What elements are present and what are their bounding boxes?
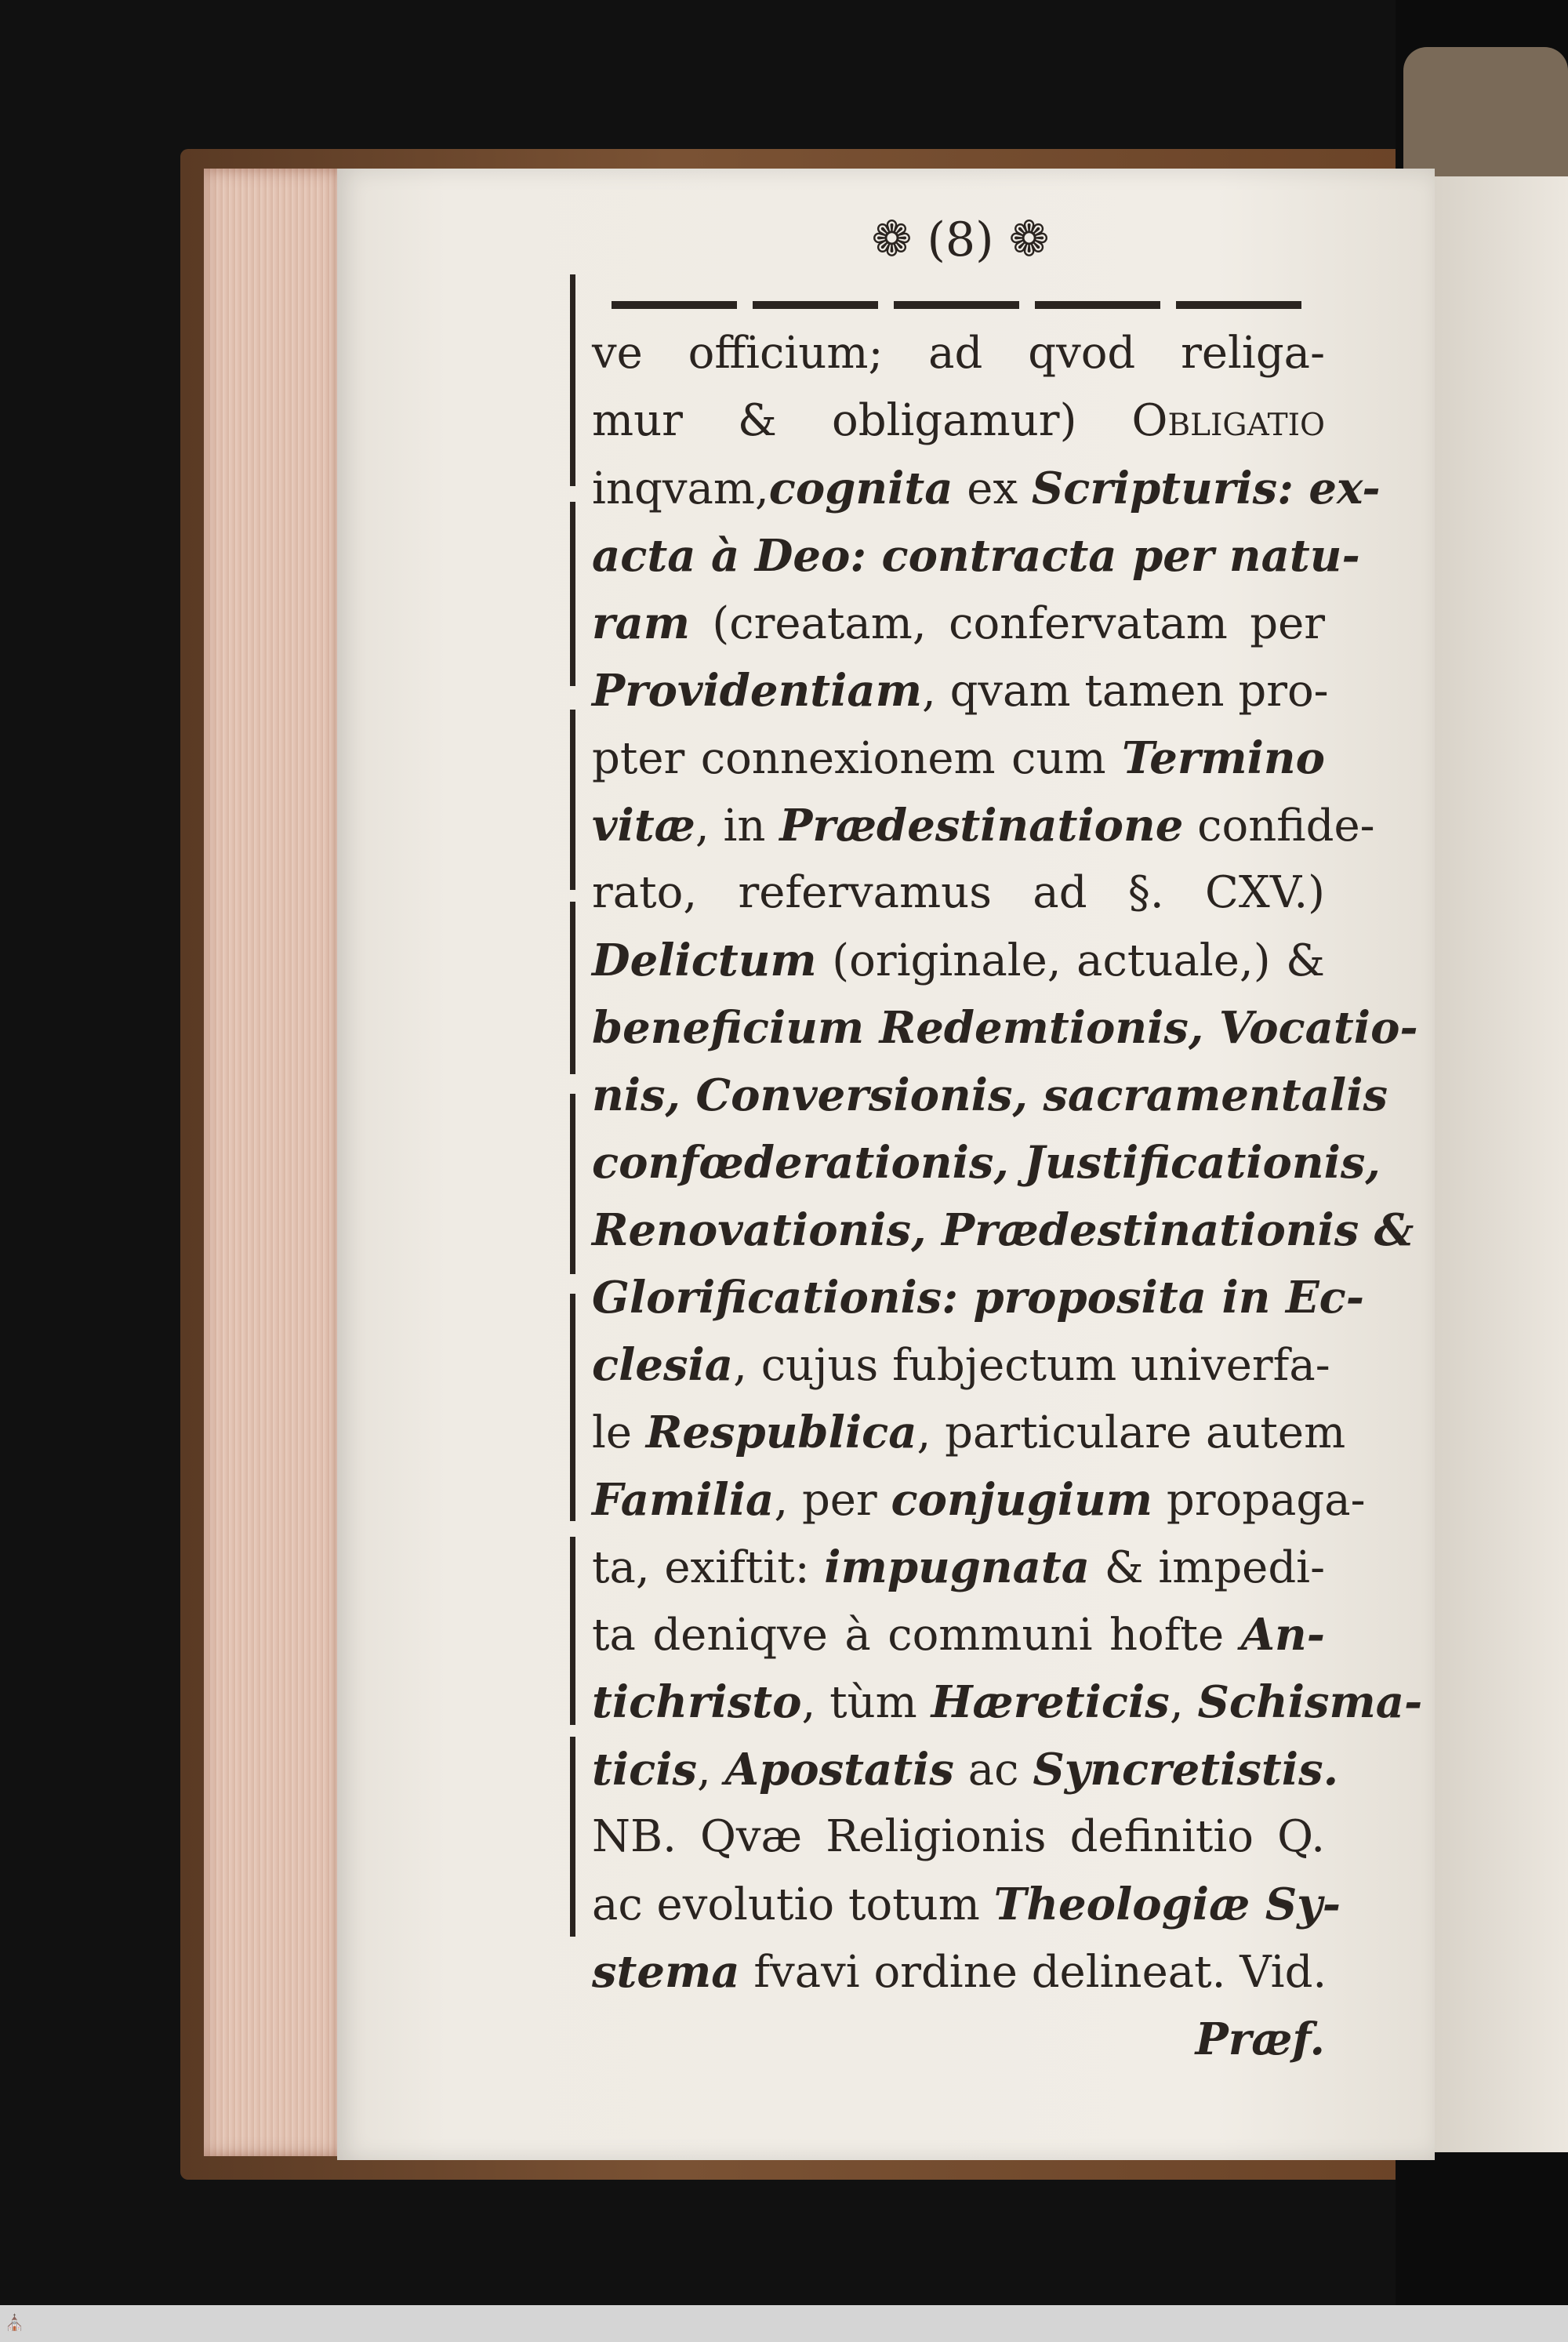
text-segment: ,	[1169, 1677, 1198, 1728]
text-line	[592, 859, 1325, 927]
text-segment: Familia	[592, 1474, 775, 1526]
library-logo-icon: ⛪	[5, 2313, 24, 2332]
text-segment: stema	[592, 1946, 740, 1998]
text-segment: acta à Deo: contracta per natu-	[592, 530, 1360, 582]
text-segment: ram	[592, 597, 691, 649]
text-segment: ,	[697, 1745, 725, 1796]
ornament-right-icon: ❁	[1008, 210, 1050, 267]
text-line	[592, 1534, 1325, 1601]
text-segment: , qvam tamen pro-	[921, 666, 1329, 717]
text-segment: clesia	[592, 1339, 734, 1391]
text-line	[592, 1668, 1423, 1736]
header-rule	[612, 301, 1317, 309]
text-segment: confide-	[1183, 801, 1375, 851]
text-segment: ve officium; ad qvod religa-	[592, 328, 1325, 379]
margin-line	[570, 710, 575, 890]
text-segment: Delictum	[592, 935, 817, 986]
text-segment: Apostatis	[724, 1744, 954, 1796]
text-line	[592, 1062, 1388, 1129]
text-segment: Glorificationis: proposita in Ec-	[592, 1272, 1364, 1324]
page-number: (8)	[927, 212, 994, 267]
text-segment: ta, exiftit:	[592, 1542, 825, 1593]
text-segment: (creatam, confervatam per	[690, 598, 1325, 649]
text-line	[592, 522, 1360, 590]
text-segment: , in	[695, 801, 780, 851]
text-line	[592, 387, 1325, 455]
text-segment: Schisma-	[1197, 1676, 1423, 1728]
text-segment: fvavi ordine delineat. Vid.	[739, 1947, 1327, 1998]
text-segment: , cujus fubjectum univerfa-	[733, 1340, 1330, 1391]
text-segment: & impedi-	[1090, 1542, 1325, 1593]
page-edges	[204, 169, 341, 2156]
margin-line	[570, 902, 575, 1074]
text-segment: rato, refervamus ad §. CXV.)	[592, 867, 1325, 918]
text-segment: conjugium	[891, 1474, 1153, 1526]
text-segment: nis, Conversionis, sacramentalis	[592, 1069, 1388, 1121]
text-segment: Theologiæ Sy-	[993, 1879, 1341, 1930]
margin-line	[570, 1094, 575, 1274]
text-line	[592, 1938, 1325, 2006]
text-segment: , particulare autem	[916, 1407, 1346, 1458]
text-segment: Termino	[1122, 732, 1325, 784]
text-line	[592, 1466, 1366, 1534]
text-line	[592, 927, 1325, 994]
text-line	[592, 1736, 1339, 1803]
text-line	[592, 1871, 1341, 1938]
catchword: Præf.	[1195, 2013, 1325, 2065]
text-segment: tichristo	[592, 1676, 802, 1728]
text-line	[592, 1803, 1325, 1871]
text-segment: Obligatio	[1131, 395, 1325, 446]
margin-line	[570, 1737, 575, 1937]
text-segment: (originale, actuale,) &	[816, 935, 1325, 986]
text-segment: cognita	[768, 463, 953, 514]
text-segment: inqvam,	[592, 463, 769, 514]
text-line	[592, 657, 1329, 724]
text-segment: impugnata	[824, 1541, 1091, 1593]
margin-line	[570, 1294, 575, 1521]
text-segment: ac	[953, 1745, 1033, 1796]
text-segment: Providentiam	[592, 665, 922, 717]
text-line	[592, 590, 1325, 657]
book-spine	[1403, 47, 1568, 180]
text-segment: , per	[774, 1475, 891, 1526]
text-line	[592, 1264, 1364, 1331]
margin-line	[570, 274, 575, 486]
text-segment: An-	[1240, 1609, 1325, 1661]
text-segment: Syncretistis.	[1033, 1744, 1339, 1796]
text-segment: pter connexionem cum	[592, 733, 1123, 784]
text-line	[592, 792, 1375, 859]
page-header	[827, 210, 1094, 273]
text-segment: beneficium Redemtionis, Vocatio-	[592, 1002, 1418, 1054]
text-segment: Prædestinatione	[779, 800, 1184, 851]
text-line	[592, 320, 1325, 387]
text-segment: NB. Qvæ Religionis definitio Q.	[592, 1811, 1325, 1862]
text-line	[592, 1601, 1325, 1668]
facing-page	[1433, 176, 1568, 2152]
margin-line	[570, 502, 575, 686]
text-segment: le	[592, 1407, 646, 1458]
text-segment: mur & obligamur)	[592, 395, 1132, 446]
text-segment: propaga-	[1152, 1475, 1366, 1526]
text-line	[592, 1331, 1330, 1399]
text-segment: vitæ	[592, 800, 695, 851]
text-line	[592, 1129, 1381, 1196]
ornament-left-icon: ❁	[871, 210, 913, 267]
text-segment: ticis	[592, 1744, 698, 1796]
text-line	[592, 1196, 1414, 1264]
text-segment: , tùm	[801, 1677, 931, 1728]
text-line	[592, 724, 1325, 792]
viewer-footer	[0, 2305, 1568, 2342]
text-segment: ac evolutio totum	[592, 1879, 994, 1930]
text-line	[592, 455, 1381, 522]
text-line	[592, 994, 1418, 1062]
page-text	[592, 320, 1423, 2073]
text-segment: confœderationis, Justificationis,	[592, 1137, 1381, 1189]
margin-line	[570, 1537, 575, 1725]
text-segment: Scripturis: ex-	[1031, 463, 1381, 514]
text-segment: ta deniqve à communi hofte	[592, 1610, 1241, 1661]
text-segment: ex	[953, 463, 1032, 514]
text-segment: Hæreticis	[931, 1676, 1170, 1728]
text-line	[592, 1399, 1346, 1466]
text-segment: Renovationis, Prædestinationis &	[592, 1204, 1414, 1256]
text-segment: Respublica	[645, 1407, 917, 1458]
